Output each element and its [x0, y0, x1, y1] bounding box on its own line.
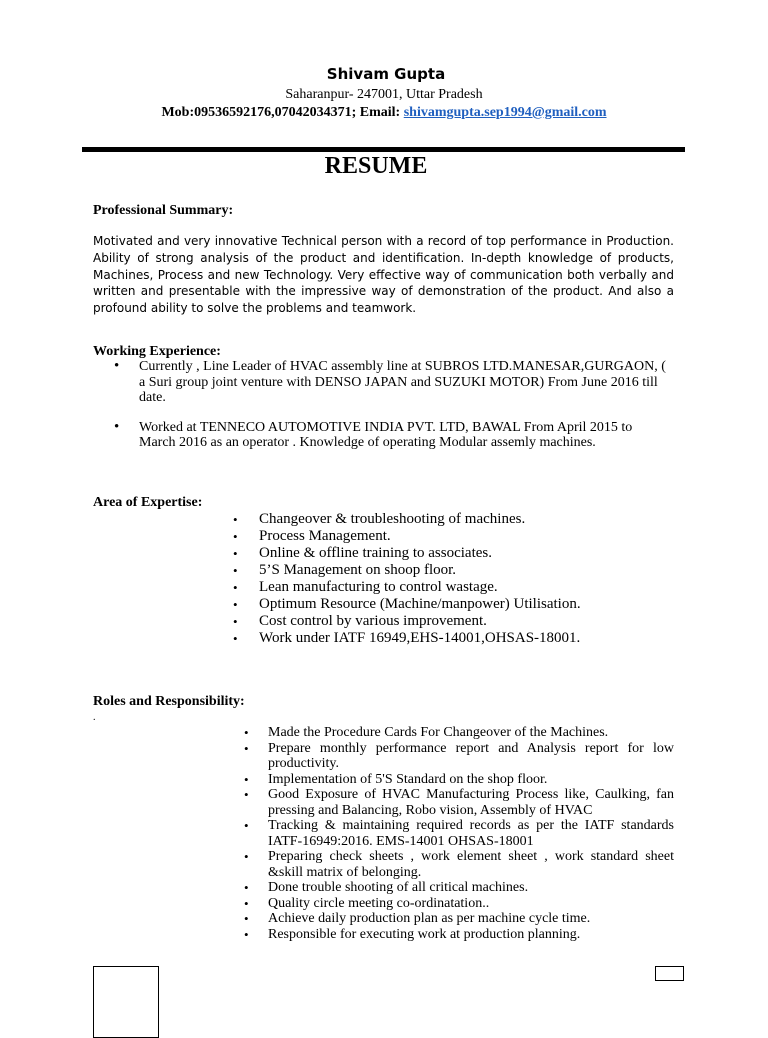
experience-heading: Working Experience:: [93, 344, 221, 359]
list-item: • Tracking & maintaining required records as per the IATF standards IATF-16949:2016. EMS-14001 OHSAS-18001: [268, 818, 674, 849]
roles-heading: Roles and Responsibility:: [93, 694, 245, 709]
list-item: • Preparing check sheets , work element sheet , work standard sheet &skill matrix of belonging.: [268, 849, 674, 880]
address: Saharanpur- 247001, Uttar Pradesh: [285, 87, 483, 102]
empty-box-right: [655, 966, 684, 981]
expertise-list: [259, 511, 679, 647]
list-item: • Changeover & troubleshooting of machines.: [259, 511, 679, 528]
experience-list: [139, 359, 669, 451]
list-item: • Process Management.: [259, 528, 679, 545]
list-item: • Optimum Resource (Machine/manpower) Utilisation.: [259, 596, 679, 613]
summary-text: Motivated and very innovative Technical person with a record of top performance in Production. Ability of strong analysis of the product and identification. In-depth knowledge of products, Machines, Process and new Technology. Very effective way of communication both verbally and written and presentable with the impressive way of demonstration of the product. And also a profound ability to solve the problems and teamwork.: [93, 234, 674, 316]
stray-marker: .: [93, 712, 96, 723]
expertise-heading: Area of Expertise:: [93, 495, 203, 510]
list-item: • Achieve daily production plan as per machine cycle time.: [268, 911, 674, 927]
empty-box-left: [93, 966, 159, 1038]
list-item: • Worked at TENNECO AUTOMOTIVE INDIA PVT. LTD, BAWAL From April 2015 to March 2016 as an operator . Knowledge of operating Modular assemly machines.: [139, 420, 669, 451]
header-divider: [82, 147, 685, 152]
list-item: • Prepare monthly performance report and Analysis report for low productivity.: [268, 741, 674, 772]
list-item: • Lean manufacturing to control wastage.: [259, 579, 679, 596]
page-title: RESUME: [324, 153, 428, 179]
list-item: • 5’S Management on shoop floor.: [259, 562, 679, 579]
list-item: • Done trouble shooting of all critical machines.: [268, 880, 674, 896]
list-item: • Online & offline training to associates.: [259, 545, 679, 562]
summary-heading: Professional Summary:: [93, 203, 234, 218]
contact-line: [0, 105, 768, 121]
list-item: • Made the Procedure Cards For Changeover of the Machines.: [268, 725, 674, 741]
list-item: • Quality circle meeting co-ordinatation..: [268, 896, 674, 912]
candidate-name: Shivam Gupta: [326, 65, 446, 83]
list-item: • Cost control by various improvement.: [259, 613, 679, 630]
list-item: • Currently , Line Leader of HVAC assembly line at SUBROS LTD.MANESAR,GURGAON, ( a Suri group joint venture with DENSO JAPAN and SUZUKI MOTOR) From June 2016 till date.: [139, 359, 669, 406]
contact-phone: Mob:09536592176,07042034371; Email:: [161, 105, 404, 120]
roles-list: [268, 725, 674, 942]
list-item: • Good Exposure of HVAC Manufacturing Process like, Caulking, fan pressing and Balancing, Robo vision, Assembly of HVAC: [268, 787, 674, 818]
list-item: • Work under IATF 16949,EHS-14001,OHSAS-18001.: [259, 630, 679, 647]
list-item: • Responsible for executing work at production planning.: [268, 927, 674, 943]
email-link[interactable]: shivamgupta.sep1994@gmail.com: [403, 105, 607, 120]
list-item: • Implementation of 5'S Standard on the shop floor.: [268, 772, 674, 788]
